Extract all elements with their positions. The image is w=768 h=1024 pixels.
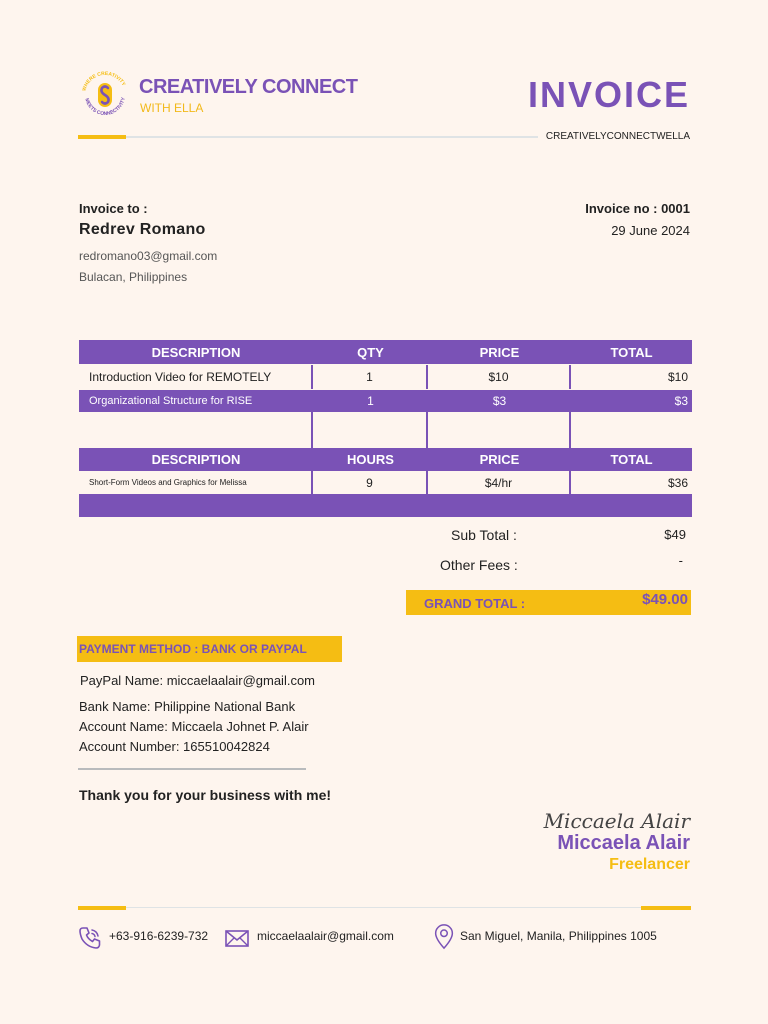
other-fees-value: - xyxy=(678,553,683,568)
location-pin-icon xyxy=(431,924,457,950)
footer-divider xyxy=(78,907,691,908)
column-header: QTY xyxy=(357,344,384,360)
client-email: redromano03@gmail.com xyxy=(79,249,218,263)
column-header: TOTAL xyxy=(610,344,653,360)
cell-price: $3 xyxy=(492,394,507,408)
svg-text:WHERE CREATIVITY: WHERE CREATIVITY xyxy=(81,70,127,92)
client-name: Redrev Romano xyxy=(79,221,206,238)
products-table xyxy=(79,340,692,460)
table-row-empty xyxy=(79,494,692,517)
table-header-row xyxy=(79,448,692,471)
column-header: PRICE xyxy=(479,452,520,467)
cell-qty: 1 xyxy=(313,365,428,389)
table-row xyxy=(79,365,692,389)
footer-address: San Miguel, Manila, Philippines 1005 xyxy=(460,929,657,943)
cell-description: Organizational Structure for RISE xyxy=(89,395,253,407)
table-header-row xyxy=(79,340,692,364)
table-row-empty xyxy=(79,412,692,448)
phone-icon xyxy=(77,925,103,951)
table-row xyxy=(79,471,692,494)
paypal-name: PayPal Name: miccaelaalair@gmail.com xyxy=(80,673,315,688)
bank-name: Bank Name: Philippine National Bank xyxy=(79,699,296,714)
subtotal-label: Sub Total : xyxy=(451,527,517,543)
other-fees-label: Other Fees : xyxy=(440,557,518,573)
invoice-number: Invoice no : 0001 xyxy=(585,201,690,216)
cell-price: $4/hr xyxy=(428,471,571,494)
footer-accent-left xyxy=(78,906,126,910)
brand-logo xyxy=(76,66,134,124)
mail-icon xyxy=(224,925,250,951)
payment-method-title: PAYMENT METHOD : BANK OR PAYPAL xyxy=(79,642,307,656)
account-name: Account Name: Miccaela Johnet P. Alair xyxy=(79,719,309,734)
column-header: DESCRIPTION xyxy=(151,452,241,467)
signature-name: Miccaela Alair xyxy=(557,832,690,854)
column-header: TOTAL xyxy=(610,452,653,467)
invoice-to-label: Invoice to : xyxy=(79,201,148,216)
brand-subtitle: WITH ELLA xyxy=(140,101,204,115)
footer-phone: +63-916-6239-732 xyxy=(109,929,209,943)
brand-name: CREATIVELY CONNECT xyxy=(139,76,358,98)
cell-price: $10 xyxy=(428,365,571,389)
cell-description: Short-Form Videos and Graphics for Melissa xyxy=(79,471,313,494)
cell-total: $10 xyxy=(667,370,688,384)
cell-hours: 9 xyxy=(313,471,428,494)
grand-total-label: GRAND TOTAL : xyxy=(424,596,526,611)
account-number: Account Number: 165510042824 xyxy=(79,739,270,754)
column-header: DESCRIPTION xyxy=(151,344,241,360)
cell-total: $3 xyxy=(674,394,688,408)
thank-you-note: Thank you for your business with me! xyxy=(79,787,332,803)
footer-email: miccaelaalair@gmail.com xyxy=(257,929,394,943)
cell-description: Introduction Video for REMOTELY xyxy=(79,365,313,389)
cell-total: $36 xyxy=(667,475,688,490)
cell-qty: 1 xyxy=(367,394,374,408)
column-header: PRICE xyxy=(479,344,520,360)
client-address: Bulacan, Philippines xyxy=(79,270,188,284)
svg-text:MEETS CONNECTIVITY: MEETS CONNECTIVITY xyxy=(83,96,127,118)
header-divider xyxy=(78,136,538,138)
invoice-date: 29 June 2024 xyxy=(611,223,690,238)
payment-divider xyxy=(78,768,306,770)
hours-table xyxy=(79,448,692,518)
grand-total-value: $49.00 xyxy=(642,591,688,608)
signature-script-text: Miccaela Alair xyxy=(543,809,690,833)
table-row xyxy=(79,390,692,412)
document-title: INVOICE xyxy=(527,74,690,115)
header-accent xyxy=(78,135,126,139)
subtotal-value: $49 xyxy=(664,527,686,542)
signature-role: Freelancer xyxy=(609,856,690,873)
column-header: HOURS xyxy=(347,452,394,467)
brand-handle: CREATIVELYCONNECTWELLA xyxy=(545,131,690,142)
footer-accent-right xyxy=(641,906,691,910)
